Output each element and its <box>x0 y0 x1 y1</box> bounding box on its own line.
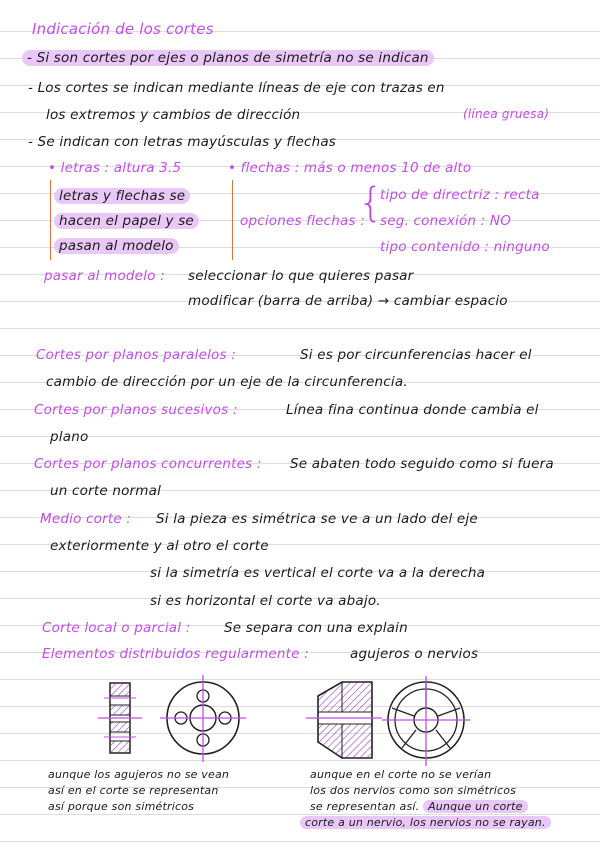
elementos-1: agujeros o nervios <box>350 646 479 662</box>
caption-right-3b: Aunque un corte <box>423 800 528 813</box>
paralelos-label: Cortes por planos paralelos : <box>36 347 236 363</box>
paralelos-2: cambio de dirección por un eje de la circunferencia. <box>46 374 408 390</box>
sucesivos-1: Línea fina continua donde cambia el <box>286 402 539 418</box>
box-line-1-text: letras y flechas se <box>54 188 190 204</box>
line-3: los extremos y cambios de dirección <box>46 107 301 123</box>
pasar-label: pasar al modelo : <box>44 268 165 284</box>
concurrentes-2: un corte normal <box>50 483 162 499</box>
concurrentes-label: Cortes por planos concurrentes : <box>34 456 262 472</box>
line-3-note: (línea gruesa) <box>463 107 550 121</box>
line-4: - Se indican con letras mayúsculas y flechas <box>28 134 337 150</box>
caption-right-3a: se representan así. <box>310 800 420 813</box>
left-section-view <box>98 683 142 753</box>
box-line-3-text: pasan al modelo <box>54 238 179 254</box>
caption-left-2: así en el corte se representan <box>48 784 219 797</box>
page-title: Indicación de los cortes <box>32 20 214 38</box>
opciones-flechas: opciones flechas : <box>240 213 365 229</box>
medio-3: si la simetría es vertical el corte va a la derecha <box>150 565 486 581</box>
bullet-letras: • letras : altura 3.5 <box>48 160 182 176</box>
right-section-view <box>306 682 382 758</box>
highlight-line-1: - Si son cortes por ejes o planos de simetría no se indican <box>22 50 434 66</box>
line-2: - Los cortes se indican mediante líneas de eje con trazas en <box>28 80 445 96</box>
caption-left-3: así porque son simétricos <box>48 800 195 813</box>
pasar-1: seleccionar lo que quieres pasar <box>188 268 414 284</box>
caption-right-2: los dos nervios como son simétricos <box>310 784 517 797</box>
elementos-label: Elementos distribuidos regularmente : <box>42 646 309 662</box>
option-1: tipo de directriz : recta <box>380 187 540 203</box>
sucesivos-2: plano <box>50 429 89 445</box>
caption-right-4 <box>300 816 551 829</box>
bullet-flechas: • flechas : más o menos 10 de alto <box>228 160 472 176</box>
caption-right-4-text: corte a un nervio, los nervios no se rayan. <box>300 816 551 829</box>
caption-right-1: aunque en el corte no se verían <box>310 768 492 781</box>
caption-right-3 <box>310 800 528 813</box>
left-front-view <box>160 675 246 762</box>
option-3: tipo contenido : ninguno <box>380 239 550 255</box>
option-2: seg. conexión : NO <box>380 213 512 229</box>
caption-left-1: aunque los agujeros no se vean <box>48 768 230 781</box>
sucesivos-label: Cortes por planos sucesivos : <box>34 402 238 418</box>
right-front-view <box>382 676 470 766</box>
medio-4: si es horizontal el corte va abajo. <box>150 593 381 609</box>
paralelos-1: Si es por circunferencias hacer el <box>300 347 532 363</box>
local-1: Se separa con una explain <box>224 620 408 636</box>
local-label: Corte local o parcial : <box>42 620 191 636</box>
pasar-2: modificar (barra de arriba) → cambiar espacio <box>188 293 508 309</box>
medio-1: Si la pieza es simétrica se ve a un lado del eje <box>156 511 478 527</box>
brace-icon: { <box>358 180 384 226</box>
concurrentes-1: Se abaten todo seguido como si fuera <box>290 456 554 472</box>
medio-label: Medio corte : <box>40 511 132 527</box>
box-line-2-text: hacen el papel y se <box>54 213 199 229</box>
medio-2: exteriormente y al otro el corte <box>50 538 269 554</box>
